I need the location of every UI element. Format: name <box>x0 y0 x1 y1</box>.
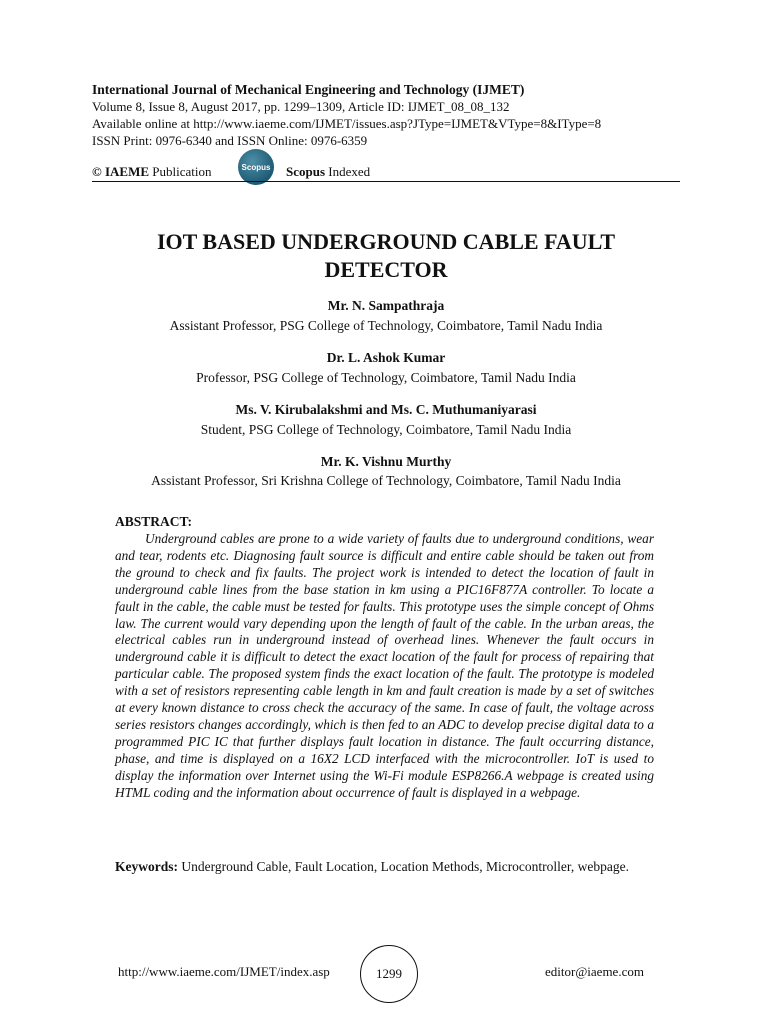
author-name: Dr. L. Ashok Kumar <box>326 350 446 365</box>
scopus-logo-icon: Scopus <box>238 149 274 185</box>
volume-info: Volume 8, Issue 8, August 2017, pp. 1299–1309, Article ID: IJMET_08_08_132 <box>92 99 510 114</box>
author-affiliation: Professor, PSG College of Technology, Coimbatore, Tamil Nadu India <box>196 370 576 385</box>
available-online: Available online at http://www.iaeme.com/IJMET/issues.asp?JType=IJMET&VType=8&IType=8 <box>92 116 602 131</box>
author-name: Mr. K. Vishnu Murthy <box>320 454 452 469</box>
author-affiliation: Assistant Professor, PSG College of Technology, Coimbatore, Tamil Nadu India <box>169 318 603 333</box>
footer-email-link[interactable]: editor@iaeme.com <box>545 964 644 979</box>
scopus-suffix: Indexed <box>325 164 371 179</box>
scopus-name: Scopus <box>286 164 326 179</box>
publisher-suffix: Publication <box>149 164 212 179</box>
footer-url-link[interactable]: http://www.iaeme.com/IJMET/index.asp <box>118 964 330 979</box>
scopus-indexed-label <box>286 164 370 180</box>
paper-title <box>92 228 680 284</box>
publisher-name: © IAEME <box>92 164 150 179</box>
abstract-heading: ABSTRACT: <box>115 514 193 529</box>
paper-title-line-1: IOT BASED UNDERGROUND CABLE FAULT <box>156 229 615 254</box>
issn-info: ISSN Print: 0976-6340 and ISSN Online: 0976-6359 <box>92 133 368 148</box>
keywords <box>115 858 654 875</box>
page-number: 1299 <box>360 945 418 1003</box>
abstract-text: Underground cables are prone to a wide variety of faults due to underground conditions, wear and tear, rodents etc. Diagnosing fault source is difficult and entire cable should be taken out from the ground to check and fix faults. The project work is intended to detect the location of fault in underground cable lines from the base station in km using a PIC16F877A controller. To locate a fault in the cable, the cable must be tested for faults. This prototype uses the simple concept of Ohms law. The current would vary depending upon the length of fault of the cable. In the urban areas, the electrical cables run in underground instead of overhead lines. Whenever the fault occurs in underground cable it is difficult to detect the exact location of the fault for process of repairing that particular cable. The proposed system finds the exact location of the fault. The prototype is modeled with a set of resistors representing cable length in km and fault creation is made by a set of switches at every known distance to cross check the accuracy of the same. In case of fault, the voltage across series resistors changes accordingly, which is then fed to an ADC to develop precise digital data to a programmed PIC IC that further displays fault location in distance. The fault occurring distance, phase, and time is displayed on a 16X2 LCD interfaced with the microcontroller. IoT is used to display the information over Internet using the Wi-Fi module ESP8266.A webpage is created using HTML coding and the information about occurrence of fault is displayed in a webpage. <box>115 531 654 800</box>
keywords-label: Keywords: <box>115 859 178 874</box>
header-divider <box>92 181 680 182</box>
author-affiliation: Student, PSG College of Technology, Coimbatore, Tamil Nadu India <box>200 422 572 437</box>
author-name: Mr. N. Sampathraja <box>327 298 445 313</box>
paper-title-line-2: DETECTOR <box>324 257 448 282</box>
journal-title: International Journal of Mechanical Engineering and Technology (IJMET) <box>92 82 525 97</box>
keywords-text: Underground Cable, Fault Location, Location Methods, Microcontroller, webpage. <box>178 859 629 874</box>
publisher-label <box>92 164 212 180</box>
author-affiliation: Assistant Professor, Sri Krishna College of Technology, Coimbatore, Tamil Nadu India <box>151 473 621 488</box>
author-name: Ms. V. Kirubalakshmi and Ms. C. Muthumaniyarasi <box>235 402 537 417</box>
